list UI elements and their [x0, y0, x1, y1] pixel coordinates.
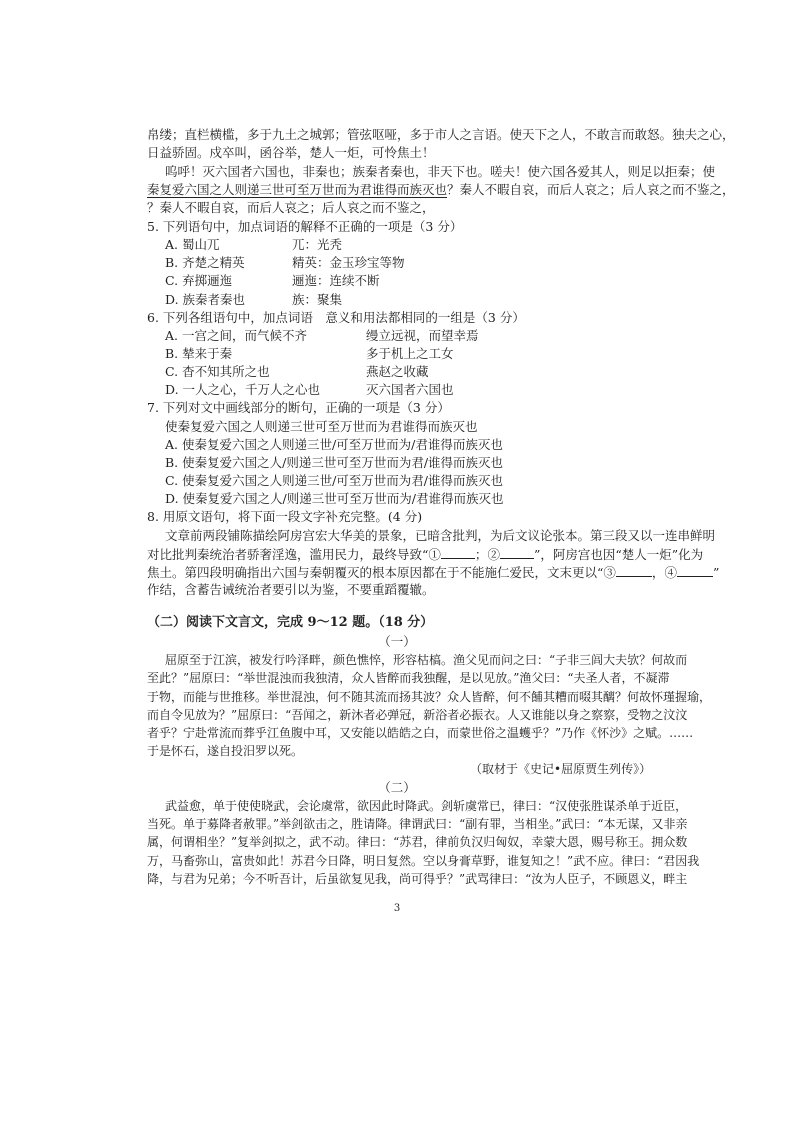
blank-3-line[interactable] [616, 563, 652, 577]
passage-line: 呜呼！灭六国者六国也，非秦也；族秦者秦也，非天下也。嗟夫！使六国各爱其人，则足以拒秦；使 [165, 164, 716, 179]
classical-text-line: 者乎？宁赴常流而葬乎江鱼腹中耳，又安能以皓皓之白，而蒙世俗之温蠖乎？”乃作《怀沙》之赋。…… [147, 726, 694, 740]
classical-text-line: 于是怀石，遂自投汨罗以死。 [147, 744, 304, 758]
question-7: 7. 下列对文中画线部分的断句，正确的一项是（3 分） [147, 400, 450, 415]
blank-1-line[interactable] [441, 545, 475, 559]
underlined-sentence: 秦复爱六国之人则递三世可至万世而为君谁得而族灭也 [147, 182, 448, 197]
q8-text-line: 文章前两段铺陈描绘阿房宫宏大华美的景象，已暗含批判，为后文议论张本。第三段又以一连串鲜明 [165, 528, 716, 543]
q5-option-d-gloss: 族：聚集 [292, 292, 343, 307]
q6-option-b-pair: 多于机上之工女 [366, 346, 454, 361]
q5-option-b: B. 齐楚之精英 [165, 255, 245, 270]
q5-option-c-gloss: 逦迤：连续不断 [292, 273, 380, 288]
classical-text-line: 武益愈，单于使使晓武，会论虞常，欲因此时降武。剑斩虞常已，律曰：“汉使张胜谋杀单于近臣， [165, 799, 688, 813]
classical-text-line: 属，何谓相坐？”复举剑拟之，武不动。律曰：“苏君，律前负汉归匈奴，幸蒙大恩，赐号称王。拥众数 [147, 835, 688, 849]
q8-text-line: 作结，含蓄告诫统治者要引以为鉴，不要重蹈覆辙。 [147, 582, 435, 597]
page-number: 3 [393, 903, 401, 914]
blank-4-line[interactable] [677, 563, 713, 577]
passage-line: 秦复爱六国之人则递三世可至万世而为君谁得而族灭也？秦人不暇自哀，而后人哀之；后人哀之而不鉴之， [147, 182, 735, 197]
blank-3[interactable]: ③ [603, 565, 616, 580]
blank-2-line[interactable] [500, 545, 534, 559]
q6-option-d: D. 一人之心，千万人之心也 [165, 382, 321, 397]
classical-text-line: 于物，而能与世推移。举世混浊，何不随其流而扬其波？众人皆醉，何不餔其糟而啜其醨？何故怀瑾握瑜， [147, 690, 712, 704]
blank-4[interactable]: ④ [664, 565, 677, 580]
classical-text-line: 至此？”屈原曰：“举世混浊而我独清，众人皆醉而我独醒，是以见放。”渔父曰：“夫圣人者，不凝滞 [147, 671, 670, 685]
q6-option-a-pair: 缦立远视，而望幸焉 [366, 328, 479, 343]
q5-option-a-gloss: 兀：光秃 [292, 237, 343, 252]
classical-text-line: 降，与君为兄弟；今不听吾计，后虽欲复见我，尚可得乎？”武骂律曰：“汝为人臣子，不顾恩义，畔主 [147, 872, 688, 886]
classical-text-line: 当死。单于募降者赦罪。”举剑欲击之，胜请降。律谓武曰：“副有罪，当相坐。”武曰：“本无谋，又非亲 [147, 817, 688, 831]
q5-option-b-gloss: 精英：金玉珍宝等物 [292, 255, 405, 270]
classical-text-line: 而自令见放为？”屈原曰：“吾闻之，新沐者必弹冠，新浴者必振衣。人又谁能以身之察察，受物之汶汶 [147, 708, 688, 722]
q7-option-a: A. 使秦复爱六国之人则递三世/可至万世而为/君谁得而族灭也 [165, 437, 503, 452]
q5-option-a: A. 蜀山兀 [165, 237, 220, 252]
question-8: 8. 用原文语句，将下面一段文字补充完整。(4 分) [147, 509, 423, 524]
section-heading: （二）阅读下文言文，完成 9～12 题。（18 分） [147, 615, 434, 630]
subsection-2-label: （二） [378, 780, 416, 795]
q7-option-d: D. 使秦复爱六国之人/则递三世可至万世而为/君谁得而族灭也 [165, 491, 504, 506]
q8-text-line: 焦土。第四段明确指出六国与秦朝覆灭的根本原因都在于不能施仁爱民，文末更以“③ ，④ ” [147, 565, 720, 580]
q6-option-d-pair: 灭六国者六国也 [366, 382, 454, 397]
q6-option-c: C. 杳不知其所之也 [165, 364, 270, 379]
passage-line: 日益骄固。戍卒叫，函谷举，楚人一炬，可怜焦土！ [147, 145, 435, 160]
q6-option-c-pair: 燕赵之收藏 [366, 364, 429, 379]
q8-text-line: 对比批判秦统治者骄奢淫逸，滥用民力，最终导致“① ；② ”，阿房宫也因“楚人一炬”化为 [147, 547, 704, 562]
question-6: 6. 下列各组语句中，加点词语 意义和用法都相同的一组是（3 分） [147, 310, 525, 325]
q5-option-d: D. 族秦者秦也 [165, 292, 246, 307]
source-citation: （取材于《史记•屈原贾生列传》） [470, 762, 652, 776]
classical-text-line: 屈原至于江滨，被发行吟泽畔，颜色憔悴，形容枯槁。渔父见而问之曰：“子非三闾大夫欤？何故而 [165, 653, 688, 667]
q7-option-b: B. 使秦复爱六国之人/则递三世可至万世而为君/谁得而族灭也 [165, 455, 504, 470]
subsection-1-label: （一） [378, 634, 416, 649]
q6-option-a: A. 一宫之间，而气候不齐 [165, 328, 307, 343]
q6-option-b: B. 辇来于秦 [165, 346, 233, 361]
classical-text-line: 万，马畜弥山，富贵如此！苏君今日降，明日复然。空以身膏草野，谁复知之！”武不应。律曰：“君因我 [147, 854, 700, 868]
question-5: 5. 下列语句中，加点词语的解释不正确的一项是（3 分） [147, 219, 463, 234]
passage-line: ？秦人不暇自哀，而后人哀之；后人哀之而不鉴之， [147, 200, 435, 215]
blank-1[interactable]: ① [428, 547, 441, 562]
blank-2[interactable]: ② [487, 547, 500, 562]
q5-option-c: C. 弃掷逦迤 [165, 273, 233, 288]
q7-option-c: C. 使秦复爱六国之人则递三世/可至万世而为君/谁得而族灭也 [165, 473, 503, 488]
q7-sentence: 使秦复爱六国之人则递三世可至万世而为君谁得而族灭也 [165, 419, 478, 434]
passage-line: 帛缕；直栏横槛，多于九土之城郭；管弦呕哑，多于市人之言语。使天下之人，不敢言而敢怒。独夫之心， [147, 127, 735, 142]
